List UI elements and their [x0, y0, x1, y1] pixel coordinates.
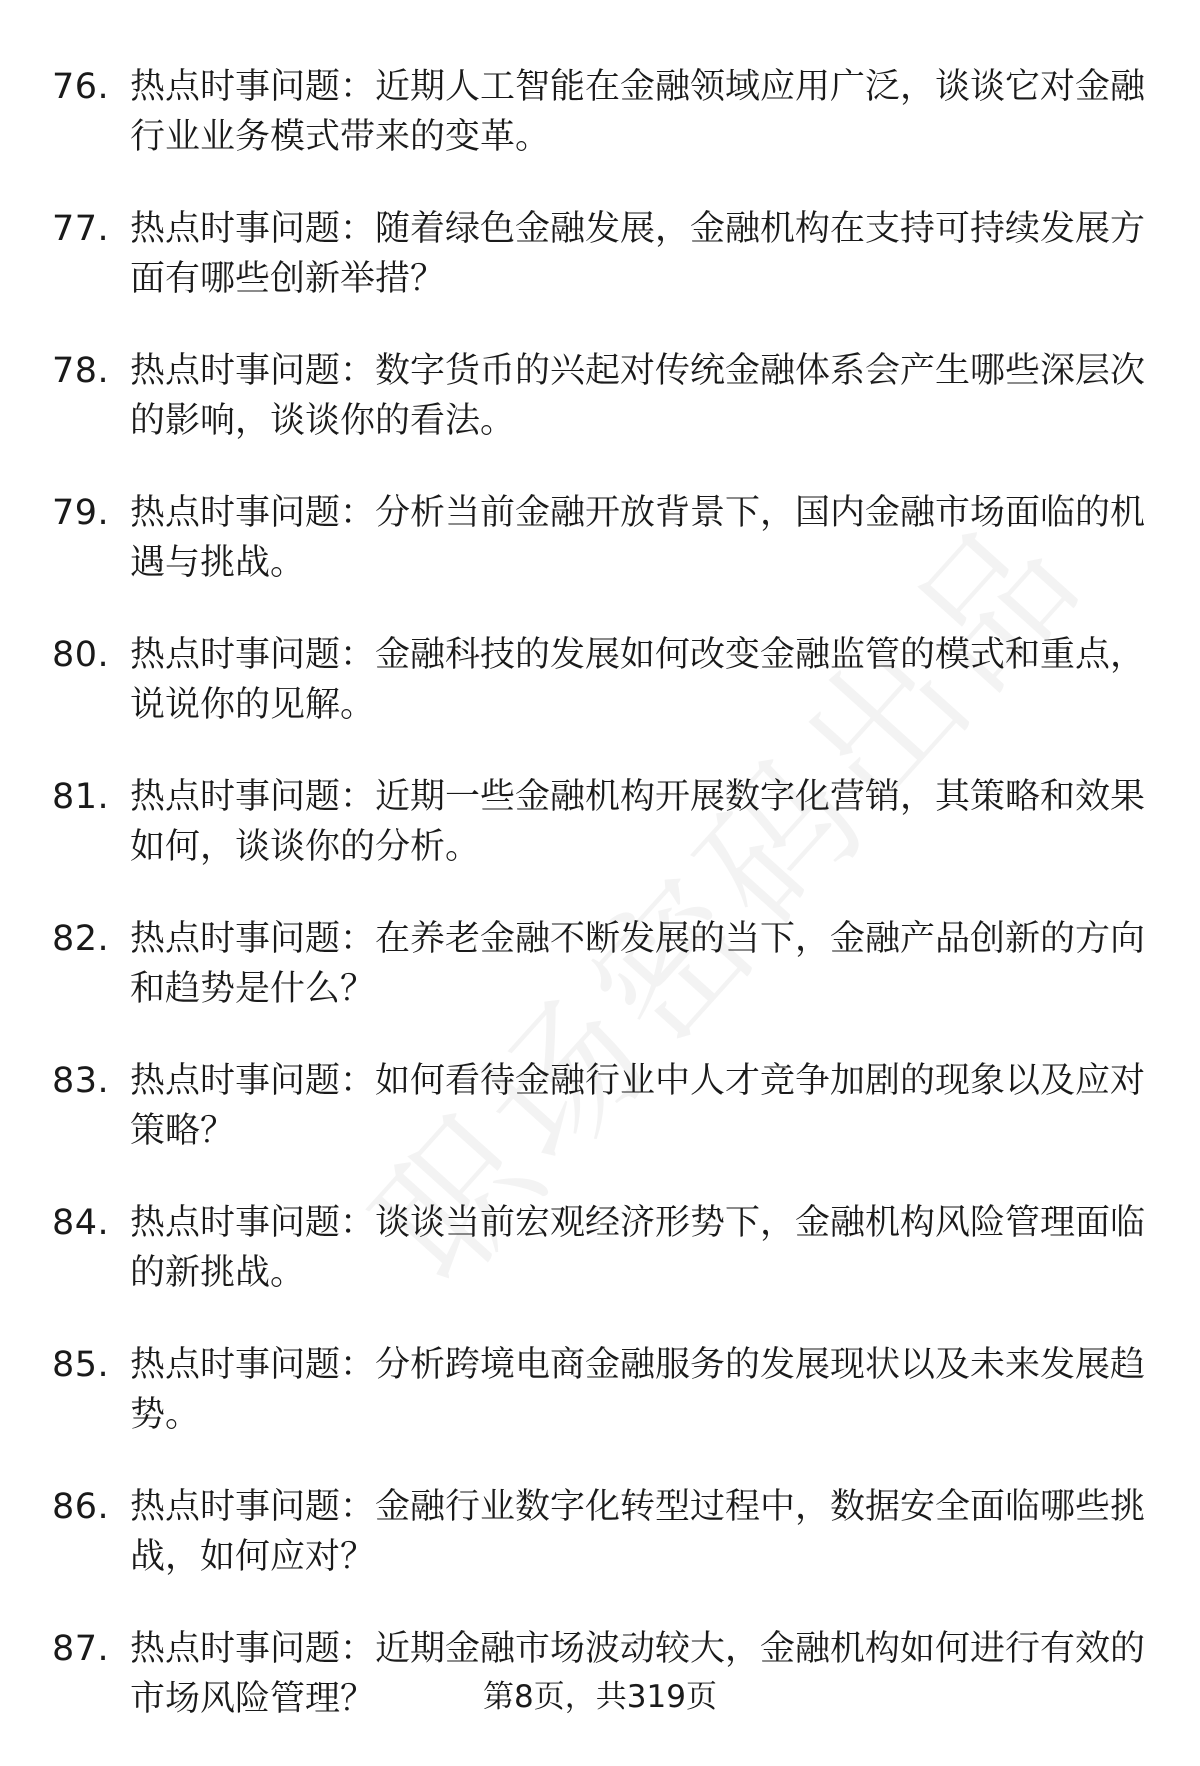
item-text: 热点时事问题：分析当前金融开放背景下，国内金融市场面临的机遇与挑战。 — [130, 493, 1146, 583]
item-text: 热点时事问题：金融行业数字化转型过程中，数据安全面临哪些挑战，如何应对？ — [130, 1487, 1146, 1577]
question-list — [52, 62, 1152, 1766]
list-item — [52, 772, 1152, 872]
item-number: 77. — [52, 209, 110, 249]
item-text: 热点时事问题：谈谈当前宏观经济形势下，金融机构风险管理面临的新挑战。 — [130, 1203, 1146, 1293]
item-number: 78. — [52, 351, 110, 391]
list-item — [52, 630, 1152, 730]
item-text: 热点时事问题：近期金融市场波动较大，金融机构如何进行有效的市场风险管理？ — [130, 1629, 1146, 1719]
list-item — [52, 1056, 1152, 1156]
item-number: 76. — [52, 67, 110, 107]
list-item — [52, 62, 1152, 162]
page-footer: 第8页，共319页 — [483, 1679, 717, 1715]
item-number: 79. — [52, 493, 110, 533]
item-text: 热点时事问题：如何看待金融行业中人才竞争加剧的现象以及应对策略？ — [130, 1061, 1146, 1151]
list-item — [52, 488, 1152, 588]
item-number: 84. — [52, 1203, 110, 1243]
item-number: 82. — [52, 919, 110, 959]
list-item — [52, 346, 1152, 446]
list-item — [52, 1482, 1152, 1582]
list-item — [52, 1340, 1152, 1440]
item-text: 热点时事问题：在养老金融不断发展的当下，金融产品创新的方向和趋势是什么？ — [130, 919, 1146, 1009]
item-text: 热点时事问题：近期一些金融机构开展数字化营销，其策略和效果如何，谈谈你的分析。 — [130, 777, 1146, 867]
item-number: 85. — [52, 1345, 110, 1385]
item-text: 热点时事问题：金融科技的发展如何改变金融监管的模式和重点，说说你的见解。 — [130, 635, 1146, 725]
item-number: 80. — [52, 635, 110, 675]
item-text: 热点时事问题：近期人工智能在金融领域应用广泛，谈谈它对金融行业业务模式带来的变革。 — [130, 67, 1146, 157]
item-number: 87. — [52, 1629, 110, 1669]
item-number: 83. — [52, 1061, 110, 1101]
item-text: 热点时事问题：随着绿色金融发展，金融机构在支持可持续发展方面有哪些创新举措？ — [130, 209, 1146, 299]
item-text: 热点时事问题：数字货币的兴起对传统金融体系会产生哪些深层次的影响，谈谈你的看法。 — [130, 351, 1146, 441]
item-number: 81. — [52, 777, 110, 817]
item-text: 热点时事问题：分析跨境电商金融服务的发展现状以及未来发展趋势。 — [130, 1345, 1146, 1435]
list-item — [52, 204, 1152, 304]
list-item — [52, 1198, 1152, 1298]
item-number: 86. — [52, 1487, 110, 1527]
list-item — [52, 914, 1152, 1014]
